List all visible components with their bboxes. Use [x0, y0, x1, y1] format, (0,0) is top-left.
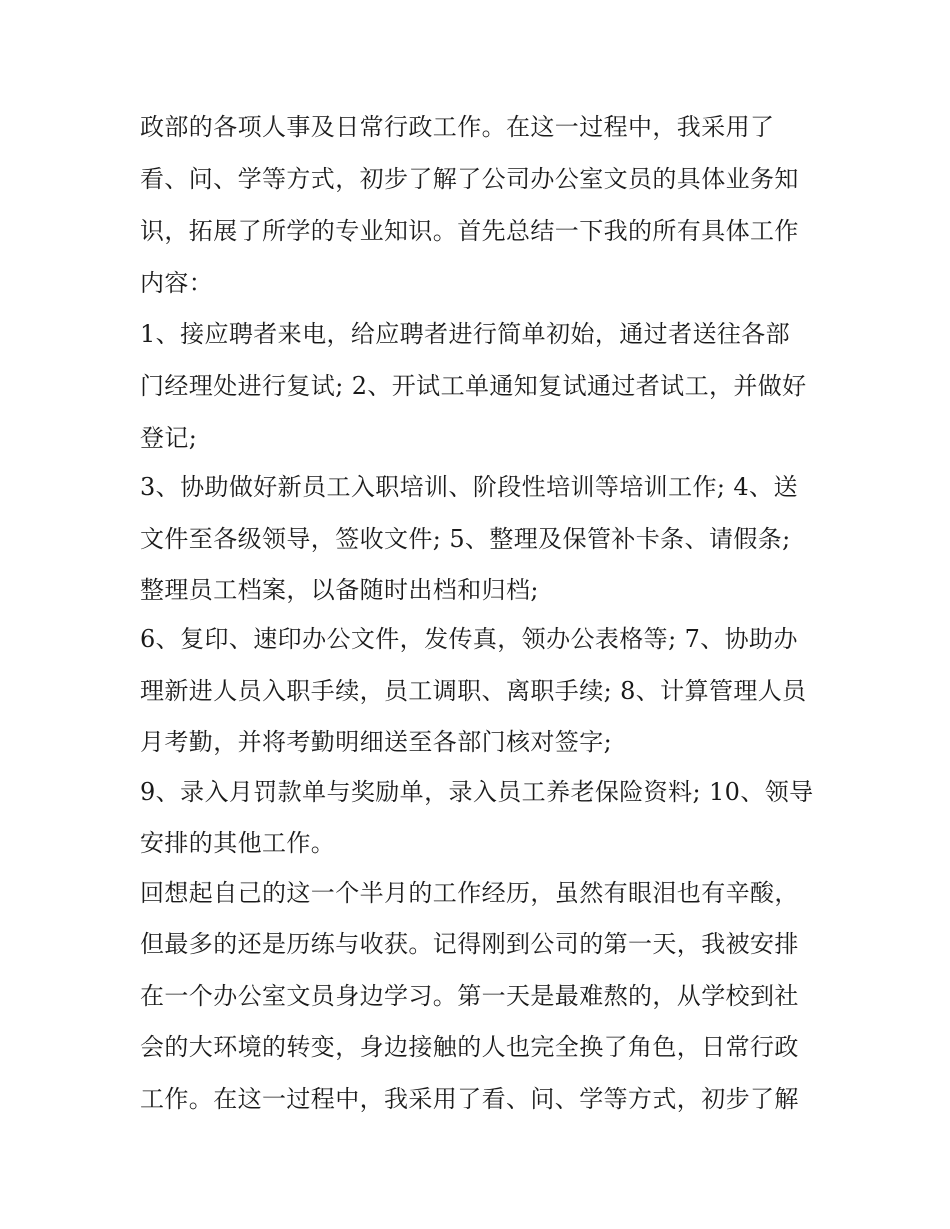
text-line: 6、复印、速印办公文件，发传真，领办公表格等; 7、协助办	[140, 625, 798, 653]
text-line: 会的大环境的转变，身边接触的人也完全换了角色，日常行政	[140, 1033, 799, 1061]
text-line: 登记;	[140, 424, 198, 452]
text-line: 看、问、学等方式，初步了解了公司办公室文员的具体业务知	[140, 165, 799, 193]
text-line: 1、接应聘者来电，给应聘者进行简单初始，通过者送往各部	[140, 320, 791, 348]
text-line: 但最多的还是历练与收获。记得刚到公司的第一天，我被安排	[140, 930, 799, 958]
text-line: 识，拓展了所学的专业知识。首先总结一下我的所有具体工作	[140, 217, 799, 245]
text-line: 门经理处进行复试; 2、开试工单通知复试通过者试工，并做好	[140, 372, 807, 400]
text-line: 理新进人员入职手续，员工调职、离职手续; 8、计算管理人员	[140, 677, 807, 705]
text-line: 文件至各级领导，签收文件; 5、整理及保管补卡条、请假条;	[140, 525, 791, 553]
text-line: 9、录入月罚款单与奖励单，录入员工养老保险资料; 10、领导	[140, 778, 814, 806]
text-line: 回想起自己的这一个半月的工作经历，虽然有眼泪也有辛酸，	[140, 879, 799, 907]
text-line: 3、协助做好新员工入职培训、阶段性培训等培训工作; 4、送	[140, 473, 798, 501]
text-line: 月考勤，并将考勤明细送至各部门核对签字;	[140, 728, 613, 756]
text-line: 在一个办公室文员身边学习。第一天是最难熬的，从学校到社	[140, 982, 799, 1010]
text-line: 内容：	[140, 269, 214, 297]
text-line: 安排的其他工作。	[140, 829, 336, 857]
text-line: 政部的各项人事及日常行政工作。在这一过程中，我采用了	[140, 113, 775, 141]
text-line: 整理员工档案，以备随时出档和归档;	[140, 576, 539, 604]
text-line: 工作。在这一过程中，我采用了看、问、学等方式，初步了解	[140, 1085, 799, 1113]
